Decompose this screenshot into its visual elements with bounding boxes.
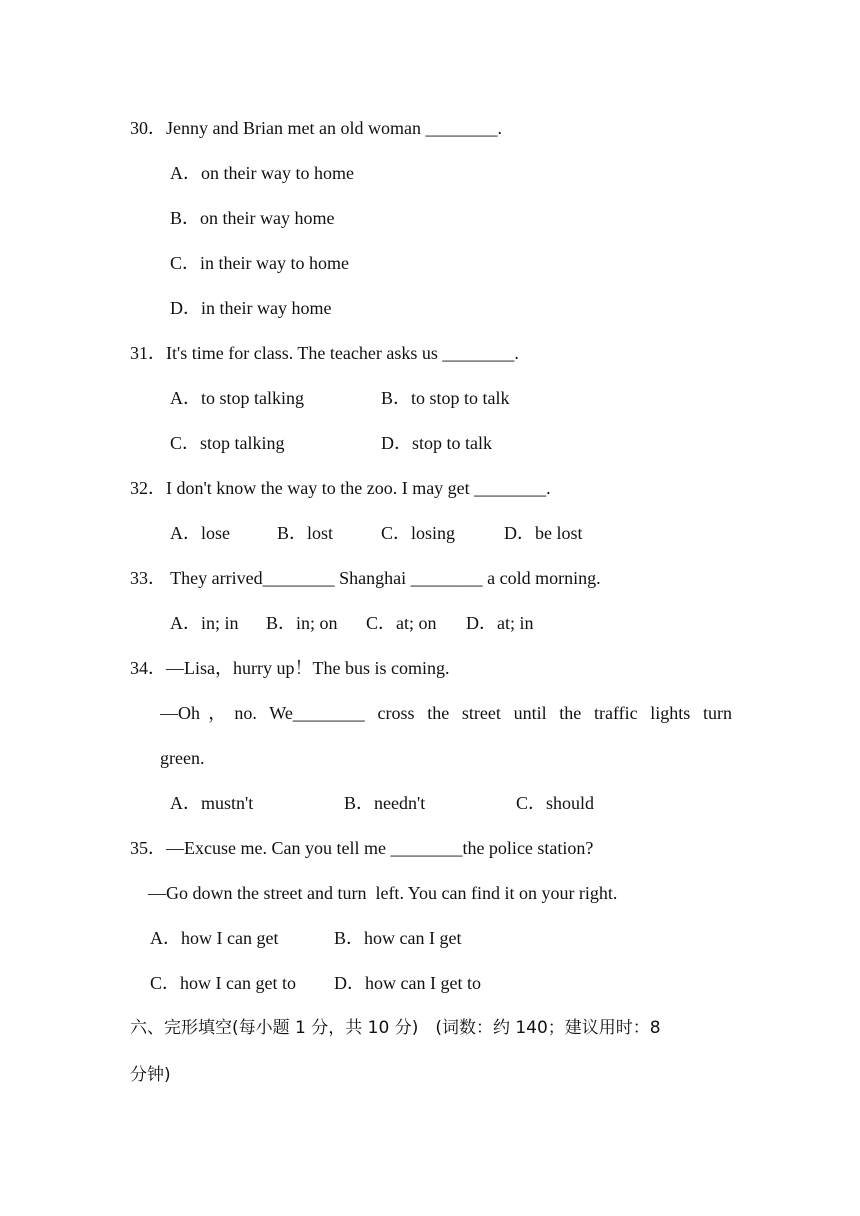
question-33-option-b: B．in; on	[266, 613, 338, 633]
question-35-reply: —Go down the street and turn left. You can find it on your right.	[148, 883, 618, 903]
question-34-stem: 34．—Lisa，hurry up！The bus is coming.	[130, 658, 450, 678]
question-34-option-c: C．should	[516, 793, 595, 813]
question-34-option-b: B．needn't	[344, 793, 426, 813]
question-34-reply-line2: green.	[160, 748, 205, 768]
question-30-option-d: D．in their way home	[170, 298, 332, 318]
question-35-stem: 35．—Excuse me. Can you tell me ________the police station?	[130, 838, 594, 858]
question-35-option-d: D．how can I get to	[334, 973, 481, 993]
question-32-stem: 32．I don't know the way to the zoo. I may get ________.	[130, 478, 551, 498]
question-32-option-c: C．losing	[381, 523, 456, 543]
section-6-heading: 六、完形填空(每小题 1 分，共 10 分) (词数：约 140；建议用时：8	[130, 1018, 661, 1038]
question-31-option-c: C．stop talking	[170, 433, 285, 453]
question-33-option-c: C．at; on	[366, 613, 437, 633]
question-34-option-a: A．mustn't	[170, 793, 254, 813]
question-30-stem: 30．Jenny and Brian met an old woman ________.	[130, 118, 502, 138]
question-35-option-c: C．how I can get to	[150, 973, 296, 993]
question-31-stem: 31．It's time for class. The teacher asks us ________.	[130, 343, 519, 363]
question-32-option-d: D．be lost	[504, 523, 583, 543]
question-30-option-b: B．on their way home	[170, 208, 335, 228]
question-35-option-b: B．how can I get	[334, 928, 462, 948]
question-33-option-a: A．in; in	[170, 613, 239, 633]
question-32-option-a: A．lose	[170, 523, 230, 543]
section-6-heading-continued: 分钟)	[130, 1065, 171, 1085]
question-33-option-d: D．at; in	[466, 613, 534, 633]
question-31-option-a: A．to stop talking	[170, 388, 304, 408]
question-31-option-d: D．stop to talk	[381, 433, 492, 453]
question-34-reply-line1: —Oh，no. We________ cross the street until the traffic lights turn	[160, 703, 732, 723]
question-31-option-b: B．to stop to talk	[381, 388, 510, 408]
question-30-option-a: A．on their way to home	[170, 163, 354, 183]
question-35-option-a: A．how I can get	[150, 928, 279, 948]
question-33-stem: 33． They arrived________ Shanghai ________ a cold morning.	[130, 568, 601, 588]
question-30-option-c: C．in their way to home	[170, 253, 349, 273]
question-32-option-b: B．lost	[277, 523, 334, 543]
